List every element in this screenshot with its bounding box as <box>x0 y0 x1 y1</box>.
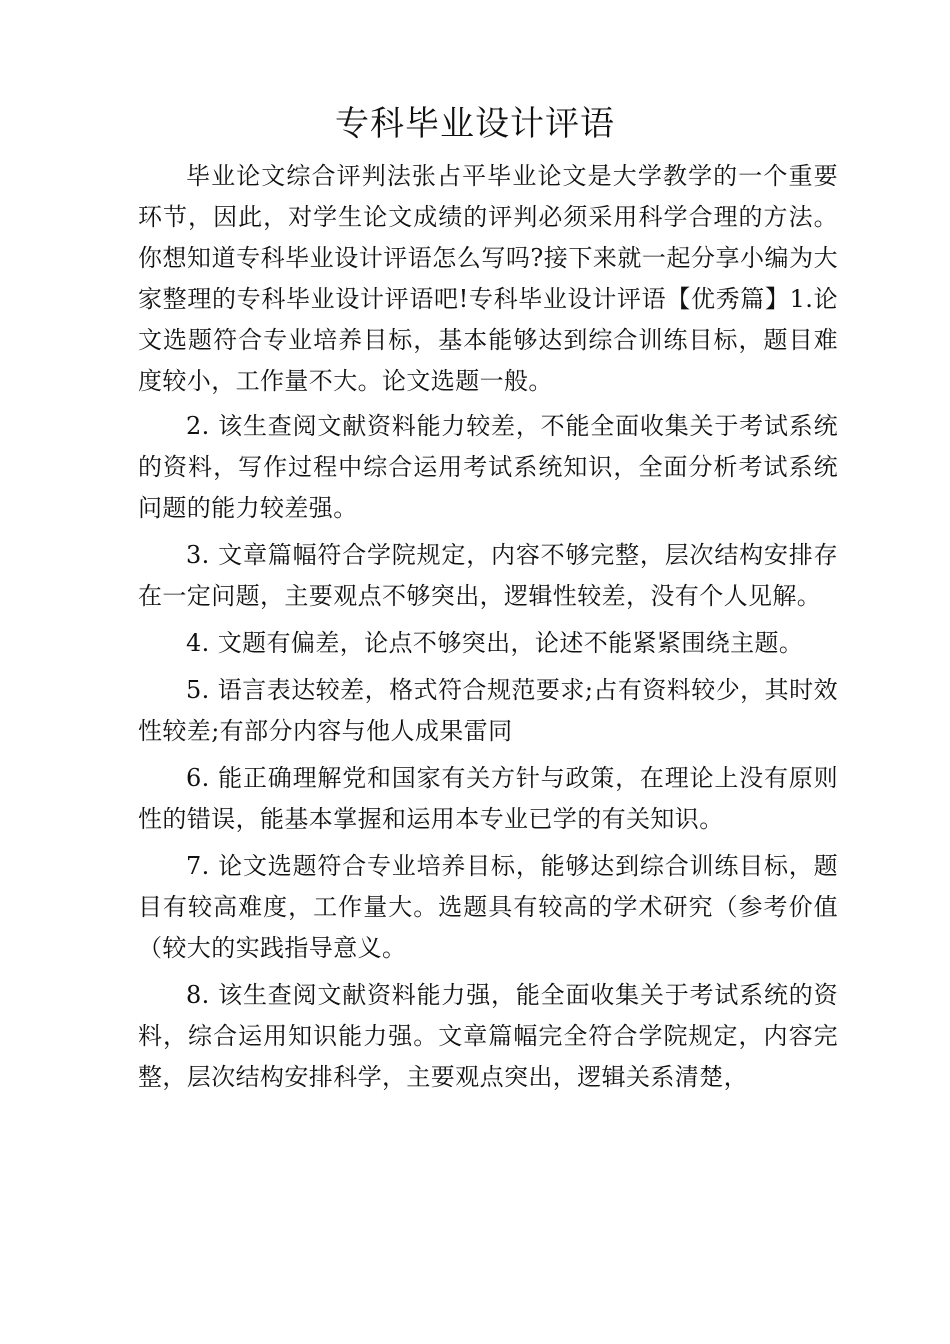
page-title: 专科毕业设计评语 <box>335 104 615 144</box>
paragraph-intro: 毕业论文综合评判法张占平毕业论文是大学教学的一个重要环节，因此，对学生论文成绩的评判必须采用科学合理的方法。你想知道专科毕业设计评语怎么写吗?接下来就一起分享小编为大家整理的专科毕业设计评语吧!专科毕业设计评语【优秀篇】1.论文选题符合专业培养目标，基本能够达到综合训练目标，题目难度较小，工作量不大。论文选题一般。 <box>138 162 838 395</box>
paragraph-item-7: 7. 论文选题符合专业培养目标，能够达到综合训练目标，题目有较高难度，工作量大。选题具有较高的学术研究（参考价值（较大的实践指导意义。 <box>138 852 838 962</box>
paragraph-item-5: 5. 语言表达较差，格式符合规范要求;占有资料较少，其时效性较差;有部分内容与他人成果雷同 <box>138 676 838 745</box>
paragraph-item-6: 6. 能正确理解党和国家有关方针与政策，在理论上没有原则性的错误，能基本掌握和运用本专业已学的有关知识。 <box>138 764 838 833</box>
paragraph-item-4: 4. 文题有偏差，论点不够突出，论述不能紧紧围绕主题。 <box>186 629 804 657</box>
document-body <box>138 156 838 1104</box>
paragraph-item-2: 2. 该生查阅文献资料能力较差，不能全面收集关于考试系统的资料，写作过程中综合运用考试系统知识，全面分析考试系统问题的能力较差强。 <box>138 412 838 522</box>
paragraph-item-3: 3. 文章篇幅符合学院规定，内容不够完整，层次结构安排存在一定问题，主要观点不够突出，逻辑性较差，没有个人见解。 <box>138 541 838 610</box>
paragraph-item-8: 8. 该生查阅文献资料能力强，能全面收集关于考试系统的资料，综合运用知识能力强。文章篇幅完全符合学院规定，内容完整，层次结构安排科学，主要观点突出，逻辑关系清楚， <box>138 981 838 1091</box>
